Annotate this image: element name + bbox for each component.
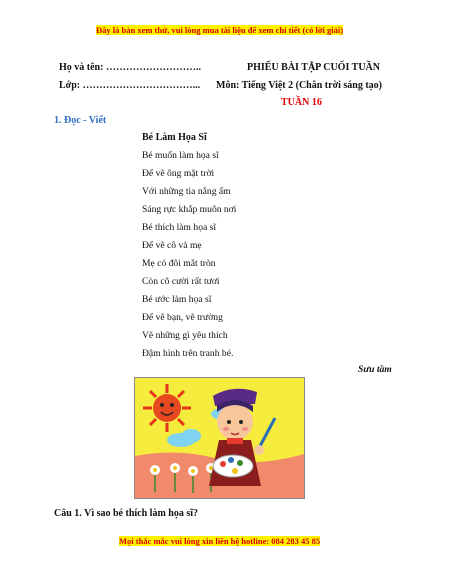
poem-source: Sưu tầm [358,364,392,375]
sheet-title: PHIẾU BÀI TẬP CUỐI TUẦN [247,62,380,73]
question-1: Câu 1. Vì sao bé thích làm họa sĩ? [54,508,199,519]
poem-line: Để vẽ ông mặt trời [142,168,215,179]
section-title: 1. Đọc - Viết [54,115,107,126]
child-painter-illustration [134,377,305,499]
poem-line: Với những tia nắng ấm [142,186,231,197]
poem-line: Còn cô cười rất tươi [142,276,220,287]
poem-line: Bé ước làm họa sĩ [142,294,212,305]
poem-line: Sáng rực khắp muôn nơi [142,204,237,215]
poem-line: Đậm hình trên tranh bé. [142,348,234,359]
sun-icon [143,384,191,432]
class-field-label: Lớp: ……………………………... [59,80,201,91]
preview-banner [96,25,343,35]
hotline-banner [119,536,320,546]
poem-line: Mẹ có đôi mắt tròn [142,258,216,269]
poem-line: Để vẽ cô và mẹ [142,240,202,251]
illustration-drawing [135,378,304,498]
name-field-label: Họ và tên: ……………………….. [59,62,201,73]
preview-banner-text: Đây là bản xem thử, vui lòng mua tài liệu để xem chi tiết (có lời giải) [96,25,344,35]
poem-line: Bé thích làm họa sĩ [142,222,217,233]
week-label: TUẦN 16 [281,97,322,108]
subject-label: Môn: Tiếng Việt 2 (Chân trời sáng tạo) [216,80,383,91]
poem-line: Vẽ những gì yêu thích [142,330,228,341]
poem-title: Bé Làm Họa Sĩ [142,132,207,143]
hotline-banner-text: Mọi thắc mắc vui lòng xin liên hệ hotline: 084 283 45 85 [119,536,321,546]
poem-line: Để vẽ bạn, vẽ trường [142,312,223,323]
poem-line: Bé muốn làm họa sĩ [142,150,219,161]
